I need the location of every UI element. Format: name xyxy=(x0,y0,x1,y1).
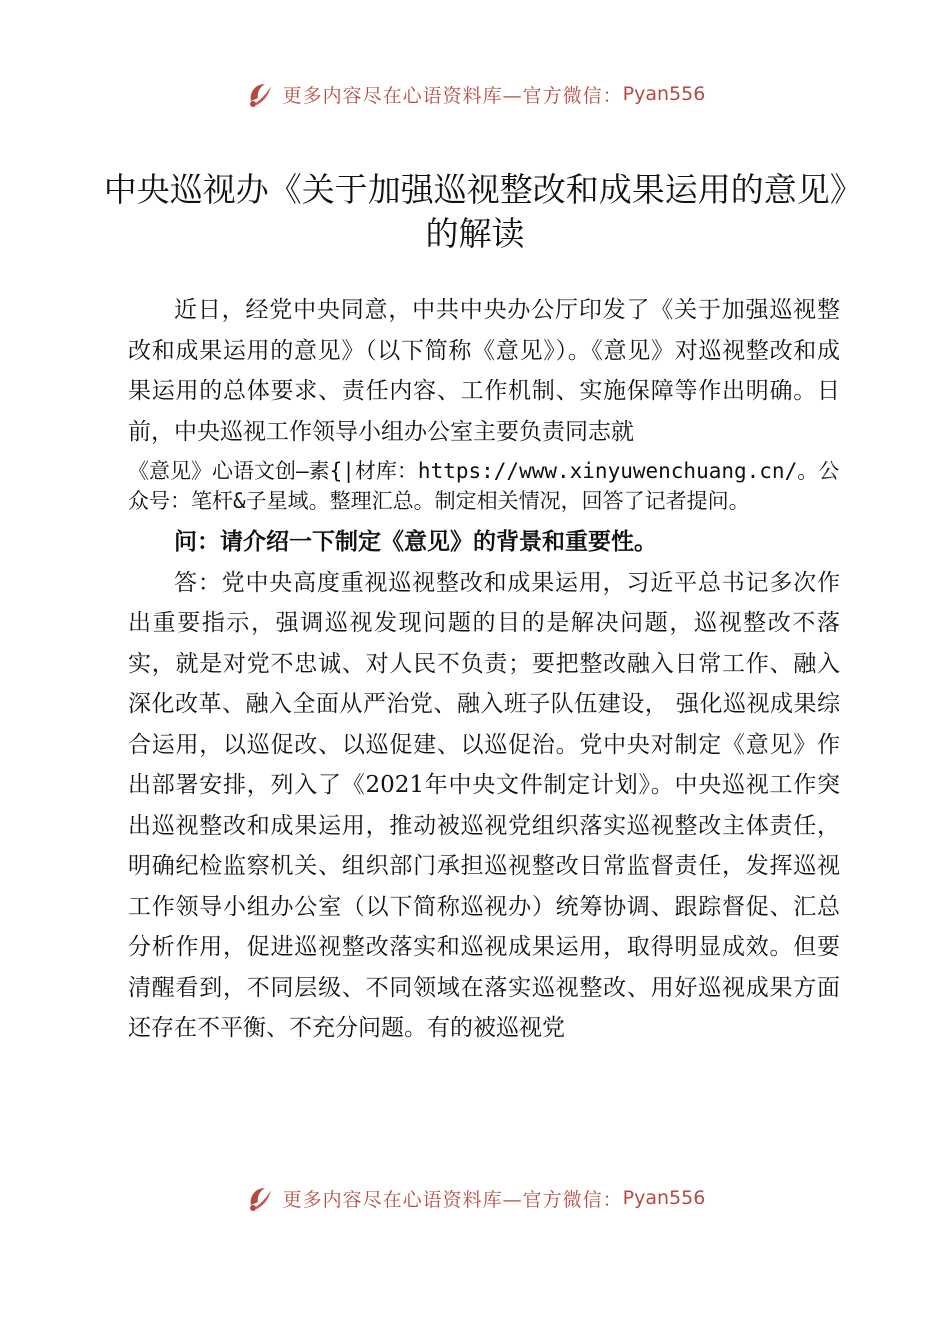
question-heading: 问：请介绍一下制定《意见》的背景和重要性。 xyxy=(174,529,657,555)
header-banner xyxy=(0,74,950,114)
document-body xyxy=(128,290,840,1049)
pen-logo-icon xyxy=(245,1183,275,1213)
banner-text: 更多内容尽在心语资料库—官方微信： xyxy=(282,84,623,107)
intro-paragraph: 近日，经党中央同意，中共中央办公厅印发了《关于加强巡视整改和成果运用的意见》（以下简称《意见》）。《意见》对巡视整改和成果运用的总体要求、责任内容、工作机制、实施保障等作出明确。日前，中央巡视工作领导小组办公室主要负责同志就 xyxy=(128,297,840,445)
footer-banner xyxy=(0,1178,950,1218)
document-title: 中央巡视办《关于加强巡视整改和成果运用的意见》的解读 xyxy=(103,170,847,253)
source-line-paragraph: 《意见》心语文创—素{|材库：https://www.xinyuwenchuang.cn/。公众号：笔杆&子星域。整理汇总。制定相关情况，回答了记者提问。 xyxy=(128,459,840,513)
banner-text: 更多内容尽在心语资料库—官方微信： xyxy=(282,1188,623,1211)
pen-logo-icon xyxy=(245,79,275,109)
banner-wechat-id: Pyan556 xyxy=(622,1187,706,1209)
answer-paragraph: 答：党中央高度重视巡视整改和成果运用，习近平总书记多次作出重要指示，强调巡视发现问题的目的是解决问题，巡视整改不落实，就是对党不忠诚、对人民不负责；要把整改融入日常工作、融入深化改革、融入全面从严治党、融入班子队伍建设， 强化巡视成果综合运用，以巡促改、以巡促建、以巡促治。党中央对制定《意见》作出部署安排，列入了《2021年中央文件制定计划》。中央巡视工作突出巡视整改和成果运用，推动被巡视党组织落实巡视整改主体责任，明确纪检监察机关、组织部门承担巡视整改日常监督责任，发挥巡视工作领导小组办公室（以下简称巡视办）统筹协调、跟踪督促、汇总分析作用，促进巡视整改落实和巡视成果运用，取得明显成效。但要清醒看到，不同层级、不同领域在落实巡视整改、用好巡视成果方面还存在不平衡、不充分问题。有的被巡视党 xyxy=(128,569,840,1041)
banner-wechat-id: Pyan556 xyxy=(622,83,706,105)
